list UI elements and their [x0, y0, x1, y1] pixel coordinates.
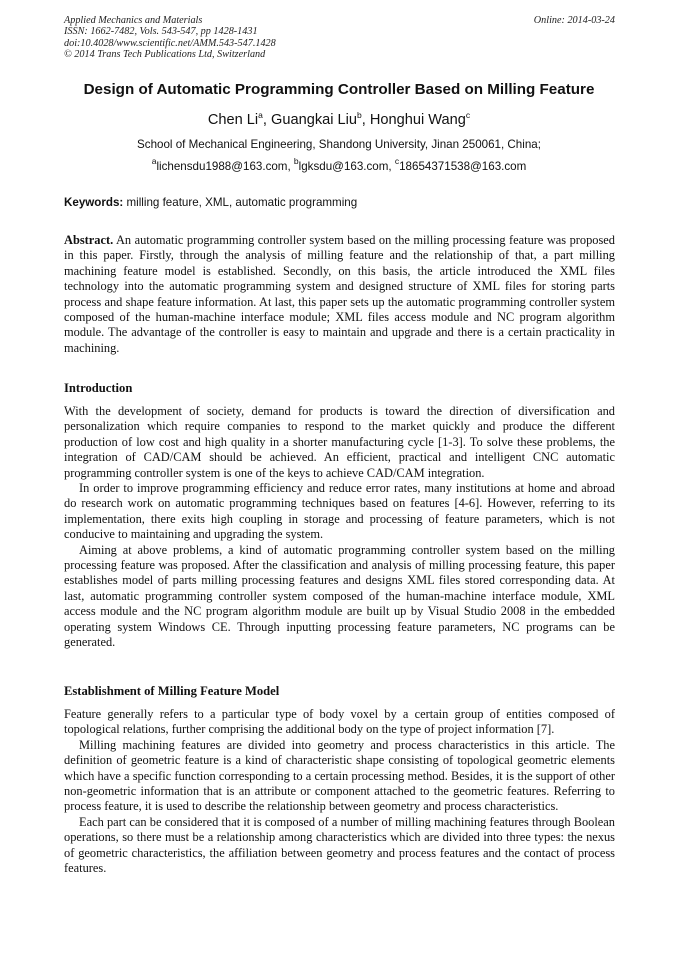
abstract-label: Abstract.: [64, 233, 114, 247]
section-heading-model: Establishment of Milling Feature Model: [64, 684, 280, 698]
abstract: [64, 233, 615, 356]
author-email: $^c$18654371538@163.com: [394, 156, 527, 173]
online-date: Online: 2014-03-24: [533, 15, 615, 26]
introduction-body: [64, 404, 615, 651]
author-email: $^a$lichensdu1988@163.com,: [151, 156, 294, 173]
email-list: [40, 156, 638, 173]
paragraph: Aiming at above problems, a kind of automatic programming controller system based on the milling processing feature was proposed. After the classification and analysis of milling processing feature, this paper establishes model of parts milling processing features and designs XML files stored corresponding data. At last, automatic programming controller system composed of the human-machine interface module, XML access module and the NC program algorithm module are built up by Visual Studio 2008 in the embedded operating system Windows CE. Through inputting processing feature parameters, NC programs can be generated.: [64, 542, 615, 650]
paragraph: Feature generally refers to a particular type of body voxel by a certain group of entities composed of topological relations, further comprising the additional body on the type of project information [7].: [64, 707, 615, 737]
keywords-label: Keywords:: [64, 196, 124, 209]
affiliation: School of Mechanical Engineering, Shandong University, Jinan 250061, China;: [137, 138, 541, 151]
author: Honghui Wang$^c$: [369, 110, 471, 128]
paragraph: Each part can be considered that it is composed of a number of milling machining features through Boolean operations, so there must be a relationship among characteristics which are divided into three types: the nexus of geometric characteristics, the affiliation between geometry and process features and the contact of process features.: [64, 814, 615, 876]
paper-title: Design of Automatic Programming Controller Based on Milling Feature: [83, 81, 595, 98]
keywords-text: milling feature, XML, automatic programming: [123, 196, 358, 209]
keywords: [64, 196, 615, 209]
author-email: $^b$lgksdu@163.com,: [293, 156, 395, 173]
journal-header: [64, 15, 615, 60]
journal-copyright: © 2014 Trans Tech Publications Ltd, Switzerland: [64, 48, 266, 60]
paragraph: In order to improve programming efficiency and reduce error rates, many institutions at home and abroad do research work on automatic programming techniques based on features [4-6]. However, referring to its implementation, there exits high coupling in storage and processing of feature parameters, which is not conducive to maintaining and upgrading the system.: [64, 481, 615, 542]
section-heading-introduction: Introduction: [64, 381, 133, 395]
author-list: [40, 112, 638, 128]
journal-issn: ISSN: 1662-7482, Vols. 543-547, pp 1428-1431: [64, 26, 258, 38]
paragraph: Milling machining features are divided into geometry and process characteristics in this article. The definition of geometric feature is a kind of characteristic shape consisting of topological geometric elements which have a specific function corresponding to a certain processing method. Besides, it is the support of other non-geometric information that is an attribute or component attached to the geometric features. Referring to process feature, it is used to describe the relationship between geometry and process characteristics.: [64, 737, 615, 814]
journal-doi: doi:10.4028/www.scientific.net/AMM.543-547.1428: [64, 37, 276, 49]
journal-name: Applied Mechanics and Materials: [64, 15, 203, 26]
paragraph: With the development of society, demand for products is toward the direction of diversification and personalization which require companies to respond to the market quickly and produce the different production of low cost and high quality in a shorter manufacturing cycle [1-3]. To solve these problems, the integration of CAD/CAM should be achieved. An efficient, practical and intelligent CNC automatic programming controller system is one of the keys to achieve CAD/CAM integration.: [64, 404, 615, 480]
author: Chen Li$^a$,: [207, 110, 272, 128]
abstract-text: An automatic programming controller system based on the milling processing feature was proposed in this paper. Firstly, through the analysis of milling feature and the relationship of that, a part milling machining feature model is established. Secondly, on this basis, the article introduced the XML files technology into the automatic programming system and designed structure of XML files for storing parts process and shape feature information. At last, this paper sets up the automatic programming controller system composed of the human-machine interface module; XML files access module and NC program algorithm module. The advantage of the controller is easy to maintain and upgrade and there is a certain practicality in machining.: [64, 233, 615, 355]
model-section-body: [64, 707, 615, 876]
author: Guangkai Liu$^b$,: [271, 110, 370, 128]
